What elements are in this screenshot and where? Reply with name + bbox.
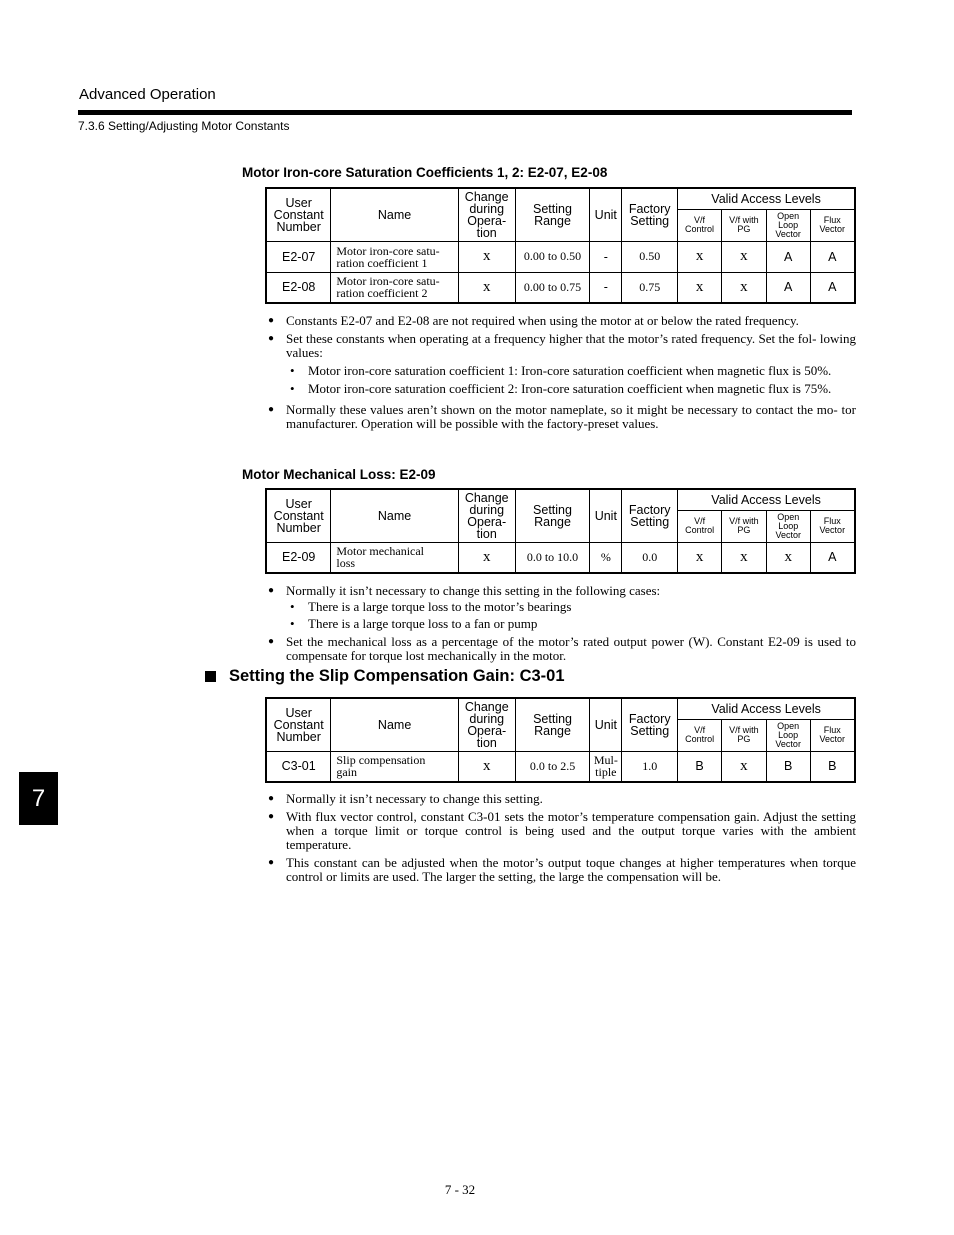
header-change: Change during Opera- tion — [458, 489, 515, 542]
constant-name: Motor mechanical loss — [331, 542, 458, 573]
table-row — [266, 542, 855, 573]
chapter-tab: 7 — [19, 772, 58, 825]
constant-name: Motor iron-core satu- ration coefficient 2 — [331, 272, 458, 303]
header-vf-pg: V/f with PG — [722, 719, 767, 751]
change-during-operation: x — [458, 241, 515, 272]
header-change: Change during Opera- tion — [458, 698, 515, 751]
access-flux: A — [810, 272, 855, 303]
header-rule — [78, 110, 852, 115]
access-open-loop: A — [766, 272, 810, 303]
header-factory: Factory Setting — [622, 489, 678, 542]
access-flux: A — [810, 241, 855, 272]
unit: - — [590, 241, 622, 272]
list-item: • There is a large torque loss to the motor’s bearings — [290, 599, 572, 614]
header-flux-vector: Flux Vector — [810, 510, 855, 542]
section-title: 7.3.6 Setting/Adjusting Motor Constants — [78, 119, 290, 133]
access-vf-pg: x — [722, 542, 767, 573]
table-iron-core — [265, 187, 856, 304]
header-vf-control: V/f Control — [678, 719, 722, 751]
setting-range: 0.00 to 0.50 — [515, 241, 590, 272]
header-valid-access: Valid Access Levels — [678, 188, 855, 209]
access-vf: x — [678, 272, 722, 303]
header-vf-pg: V/f with PG — [722, 510, 767, 542]
access-vf: x — [678, 241, 722, 272]
access-vf-pg: x — [722, 241, 767, 272]
header-setting-range: Setting Range — [515, 188, 590, 241]
header-name: Name — [331, 489, 458, 542]
section-marker-icon — [205, 671, 216, 682]
setting-range: 0.0 to 10.0 — [515, 542, 590, 573]
factory-setting: 0.50 — [622, 241, 678, 272]
heading-mechanical-loss: Motor Mechanical Loss: E2-09 — [242, 467, 436, 482]
list-item: ● With flux vector control, constant C3-01 sets the motor’s temperature compensation gain. Adjust the setting when a torque limit or torque control is being used and the output torque varies with the ambient temperature. — [268, 809, 856, 852]
access-flux: A — [810, 542, 855, 573]
unit: Mul- tiple — [590, 751, 622, 782]
list-item: ● Set these constants when operating at a frequency higher that the motor’s rated frequency. Set the fol- lowing values: — [268, 331, 856, 360]
header-valid-access: Valid Access Levels — [678, 489, 855, 510]
constant-name: Motor iron-core satu- ration coefficient 1 — [331, 241, 458, 272]
header-setting-range: Setting Range — [515, 698, 590, 751]
header-open-loop: Open Loop Vector — [766, 510, 810, 542]
setting-range: 0.0 to 2.5 — [515, 751, 590, 782]
access-vf-pg: x — [722, 272, 767, 303]
change-during-operation: x — [458, 751, 515, 782]
list-item: • Motor iron-core saturation coefficient 1: Iron-core saturation coefficient when magnetic flux is 50%. — [290, 363, 832, 378]
list-item: • There is a large torque loss to a fan or pump — [290, 616, 538, 631]
table-row — [266, 751, 855, 782]
access-open-loop: A — [766, 241, 810, 272]
list-item: ● Normally it isn’t necessary to change this setting. — [268, 791, 543, 806]
list-item: ● Normally it isn’t necessary to change this setting in the following cases: — [268, 583, 661, 598]
list-item: ● Set the mechanical loss as a percentage of the motor’s rated output power (W). Constant E2-09 is used to compensate for torque lost mechanically in the motor. — [268, 634, 856, 663]
header-open-loop: Open Loop Vector — [766, 719, 810, 751]
setting-range: 0.00 to 0.75 — [515, 272, 590, 303]
table-row — [266, 272, 855, 303]
access-open-loop: x — [766, 542, 810, 573]
header-user-constant: User Constant Number — [266, 188, 331, 241]
factory-setting: 0.0 — [622, 542, 678, 573]
access-vf-pg: x — [722, 751, 767, 782]
access-flux: B — [810, 751, 855, 782]
change-during-operation: x — [458, 542, 515, 573]
heading-slip-compensation: Setting the Slip Compensation Gain: C3-01 — [205, 667, 565, 686]
heading-iron-core: Motor Iron-core Saturation Coefficients 1, 2: E2-07, E2-08 — [242, 165, 608, 180]
header-unit: Unit — [590, 489, 622, 542]
list-item: ● This constant can be adjusted when the motor’s output toque changes at higher temperatures when torque control or limits are used. The larger the setting, the large the compensation will be. — [268, 855, 856, 884]
header-setting-range: Setting Range — [515, 489, 590, 542]
header-open-loop: Open Loop Vector — [766, 209, 810, 241]
header-valid-access: Valid Access Levels — [678, 698, 855, 719]
access-vf: B — [678, 751, 722, 782]
change-during-operation: x — [458, 272, 515, 303]
access-vf: x — [678, 542, 722, 573]
header-user-constant: User Constant Number — [266, 489, 331, 542]
chapter-title: Advanced Operation — [79, 86, 216, 103]
constant-number: E2-09 — [266, 542, 331, 573]
header-name: Name — [331, 698, 458, 751]
constant-number: E2-08 — [266, 272, 331, 303]
constant-number: E2-07 — [266, 241, 331, 272]
list-item: • Motor iron-core saturation coefficient 2: Iron-core saturation coefficient when magnetic flux is 75%. — [290, 381, 832, 396]
header-vf-pg: V/f with PG — [722, 209, 767, 241]
unit: % — [590, 542, 622, 573]
unit: - — [590, 272, 622, 303]
header-factory: Factory Setting — [622, 188, 678, 241]
bullet-list-slip-compensation — [268, 792, 856, 888]
constant-name: Slip compensation gain — [331, 751, 458, 782]
factory-setting: 1.0 — [622, 751, 678, 782]
list-item: ● Constants E2-07 and E2-08 are not required when using the motor at or below the rated frequency. — [268, 313, 799, 328]
page-number: 7 - 32 — [444, 1182, 476, 1197]
bullet-list-mechanical-loss — [268, 584, 856, 667]
header-unit: Unit — [590, 698, 622, 751]
table-slip-compensation — [265, 697, 856, 783]
table-mechanical-loss — [265, 488, 856, 574]
header-vf-control: V/f Control — [678, 510, 722, 542]
header-flux-vector: Flux Vector — [810, 209, 855, 241]
constant-number: C3-01 — [266, 751, 331, 782]
list-item: ● Normally these values aren’t shown on the motor nameplate, so it might be necessary to contact the mo- tor manufacturer. Operation will be possible with the factory-preset values. — [268, 402, 856, 431]
header-vf-control: V/f Control — [678, 209, 722, 241]
header-name: Name — [331, 188, 458, 241]
bullet-list-iron-core — [268, 314, 856, 435]
header-change: Change during Opera- tion — [458, 188, 515, 241]
header-flux-vector: Flux Vector — [810, 719, 855, 751]
table-row — [266, 241, 855, 272]
header-user-constant: User Constant Number — [266, 698, 331, 751]
access-open-loop: B — [766, 751, 810, 782]
header-factory: Factory Setting — [622, 698, 678, 751]
factory-setting: 0.75 — [622, 272, 678, 303]
header-unit: Unit — [590, 188, 622, 241]
